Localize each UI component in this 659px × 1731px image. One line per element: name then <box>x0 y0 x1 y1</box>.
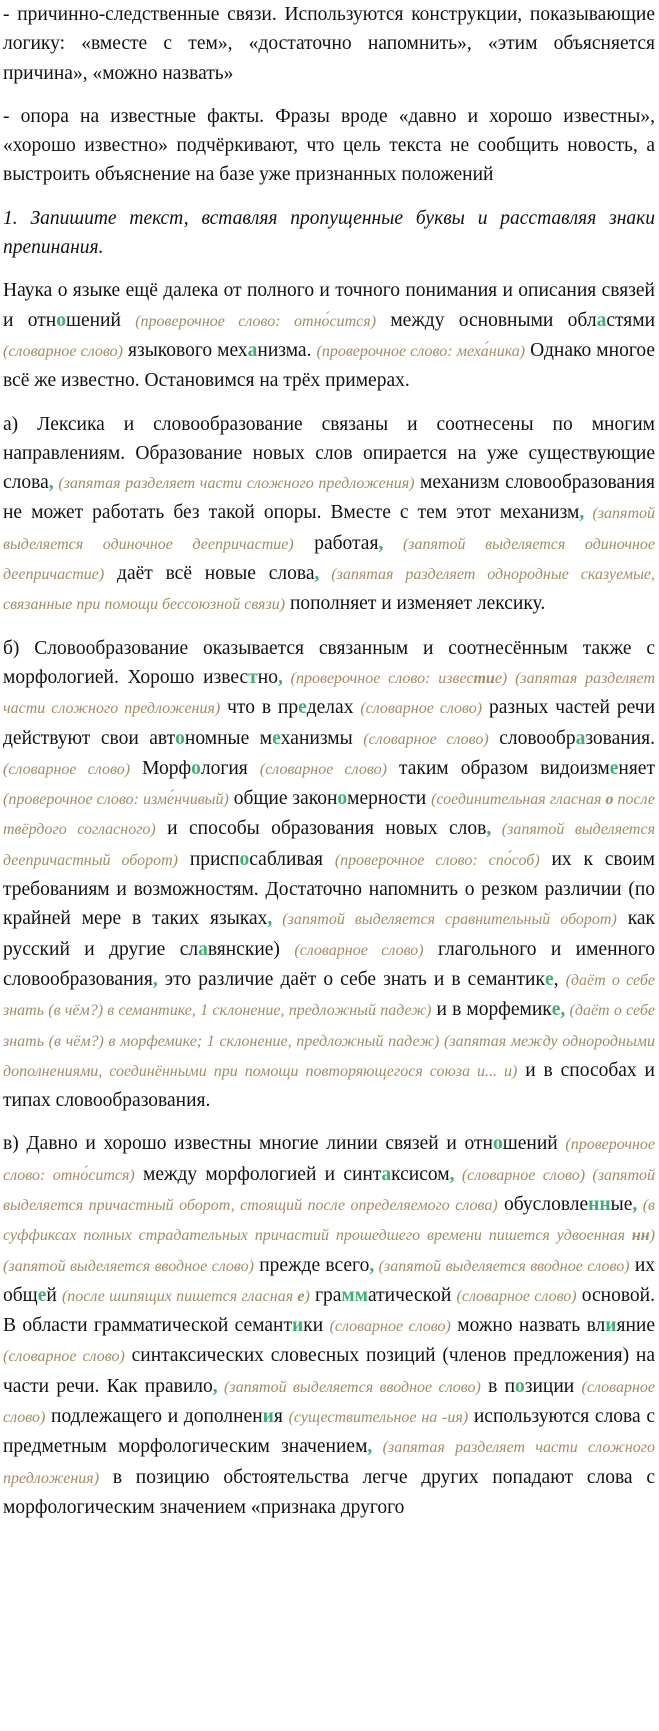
inserted-letter: о <box>337 788 348 810</box>
annotation-note: (запятая разделяет однородные сказуемые, связанные при помощи бессоюзной связи) <box>3 566 655 614</box>
inserted-comma: , <box>152 968 158 990</box>
inserted-letter: и <box>292 1315 304 1337</box>
annotation-note: (проверочное слово: отно́сится) <box>135 312 377 330</box>
inserted-comma: , <box>212 1375 218 1397</box>
inserted-letter: о <box>515 1375 525 1397</box>
annotation-note: (проверочное слово: меха́ника) <box>316 342 526 360</box>
inserted-letter: о <box>56 309 66 331</box>
inserted-comma: , <box>449 1163 455 1185</box>
inserted-letter: е <box>37 1284 47 1306</box>
inserted-letter: е <box>609 757 619 779</box>
annotation-note: (проверочное слово: известие) (запятая разделяет части сложного предложения) <box>3 669 656 718</box>
inserted-comma: , <box>48 472 54 494</box>
inserted-letter: а <box>247 339 258 361</box>
inserted-comma: , <box>277 666 283 688</box>
inserted-comma: , <box>378 532 384 554</box>
inserted-letter: о <box>492 1133 503 1155</box>
annotation-note: (проверочное слово: отно́сится) <box>3 1136 656 1184</box>
inserted-comma: , <box>486 818 492 840</box>
annotation-note: (словарное слово) <box>360 700 483 718</box>
annotation-note: (в суффиксах полных страдательных причастий прошедшего времени пишется удвоенная нн) (запятой выделяется вводное слово) <box>3 1196 655 1275</box>
inserted-letter: е <box>272 727 281 749</box>
inserted-comma: , <box>314 563 320 585</box>
paragraph-intro-causal: - причинно-следственные связи. Используются конструкции, показывающие логику: «вместе с тем», «достаточно напомнить», «этим объясняется причина», «можно назвать» <box>3 4 655 84</box>
annotation-note: (словарное слово) (запятой выделяется причастный оборот, стоящий после определяемого слова) <box>3 1166 655 1214</box>
inserted-letter: е <box>551 999 561 1021</box>
annotation-note: (запятая разделяет части сложного предложения) <box>3 1439 655 1487</box>
inserted-letter: нн <box>588 1193 611 1215</box>
annotation-note: (словарное слово) <box>3 760 131 778</box>
annotation-note: (запятой выделяется деепричастный оборот) <box>3 821 655 869</box>
inserted-comma: , <box>267 908 273 930</box>
paragraph-b-morphology: б) Словообразование оказывается связанным и соотнесённым также с морфологией. Хорошо известно, (проверочное слово: известие) (запятая разделяет части сложного предложения) что в пределах (словарное слово) разных частей речи действуют свои автономные механизмы (словарное слово) словообразования. (словарное слово) Морфология (словарное слово) таким образом видоизменяет (проверочное слово: изме́нчивый) общие закономерности (соединительная гласная о после твёрдого согласного) и способы образования новых слов, (запятой выделяется деепричастный оборот) приспосабливая (проверочное слово: спо́соб) их к своим требованиям и возможностям. Достаточно напомнить о резком различии (по крайней мере в таких языках, (запятой выделяется сравнительный оборот) как русский и другие славянские) (словарное слово) глагольного и именного словообразования, это различие даёт о себе знать и в семантике, (даёт о себе знать (в чём?) в семантике, 1 склонение, предложный падеж) и в морфемике, (даёт о себе знать (в чём?) в морфемике; 1 склонение, предложный падеж) (запятая между однородными дополнениями, соединёнными при помощи повторяющегося союза и... и) и в способах и типах словообразования. <box>3 637 656 1112</box>
annotation-note: (запятая разделяет части сложного предложения) <box>53 475 415 493</box>
annotation-note: (словарное слово) <box>3 1378 655 1427</box>
annotation-note: (проверочное слово: изме́нчивый) <box>3 791 229 809</box>
annotation-note: (запятой выделяется одиночное деепричастие) <box>3 505 656 553</box>
inserted-letter: т <box>248 666 258 688</box>
inserted-comma: , <box>579 502 585 524</box>
inserted-comma: , <box>367 1436 373 1458</box>
annotation-note: (словарное слово) <box>259 760 387 778</box>
annotation-note: (запятой выделяется одиночное деепричастие) <box>3 535 655 584</box>
annotation-note: (даёт о себе знать (в чём?) в семантике, 1 склонение, предложный падеж) <box>3 971 655 1020</box>
inserted-letter: а <box>198 938 208 960</box>
inserted-letter: а <box>575 727 586 749</box>
inserted-letter: о <box>239 848 250 870</box>
annotation-note: (словарное слово) <box>363 730 489 748</box>
inserted-letter: о <box>191 757 201 779</box>
annotation-note: (словарное слово) <box>294 941 424 959</box>
annotation-note: (соединительная гласная о после твёрдого согласного) <box>3 791 656 839</box>
paragraph-science: Наука о языке ещё далека от полного и точного понимания и описания связей и отношений (проверочное слово: отно́сится) между основными областями (словарное слово) языкового механизма. (проверочное слово: меха́ника) Однако многое всё же известно. Остановимся на трёх примерах. <box>3 280 656 392</box>
annotation-note: (словарное слово) <box>456 1287 577 1305</box>
paragraph-intro-facts: - опора на известные факты. Фразы вроде «давно и хорошо известны», «хорошо известно» подчёркивают, что цель текста не сообщить новость, а выстроить объяснение на базе уже признанных положений <box>3 105 655 186</box>
inserted-comma: , <box>632 1193 638 1215</box>
annotation-note: (запятой выделяется вводное слово) <box>374 1257 630 1275</box>
inserted-letter: о <box>175 727 185 749</box>
task-instruction: 1. Запишите текст, вставляя пропущенные буквы и расставляя знаки препинания. <box>3 207 655 259</box>
annotation-note: (существительное на -ия) <box>288 1409 469 1427</box>
inserted-comma: , <box>369 1254 375 1276</box>
paragraph-a-lexicon: а) Лексика и словообразование связаны и соотнесены по многим направлениям. Образование новых слов опирается на уже существующие слова, (запятая разделяет части сложного предложения) механизм словообразования не может работать без такой опоры. Вместе с тем этот механизм, (запятой выделяется одиночное деепричастие) работая, (запятой выделяется одиночное деепричастие) даёт всё новые слова, (запятая разделяет однородные сказуемые, связанные при помощи бессоюзной связи) пополняет и изменяет лексику. <box>3 413 656 615</box>
inserted-letter: а <box>381 1163 392 1185</box>
annotation-note: (запятой выделяется сравнительный оборот) <box>272 911 617 929</box>
inserted-letter: мм <box>341 1284 368 1306</box>
inserted-comma: , <box>560 999 566 1021</box>
annotation-note: (словарное слово) <box>329 1318 451 1336</box>
inserted-letter: и <box>262 1406 274 1428</box>
inserted-letter: е <box>544 968 554 990</box>
annotation-note: (проверочное слово: спо́соб) <box>334 851 540 869</box>
paragraph-c-syntax: в) Давно и хорошо известны многие линии связей и отношений (проверочное слово: отно́сится) между морфологией и синтаксисом, (словарное слово) (запятой выделяется причастный оборот, стоящий после определяемого слова) обусловленные, (в суффиксах полных страдательных причастий прошедшего времени пишется удвоенная нн) (запятой выделяется вводное слово) прежде всего, (запятой выделяется вводное слово) их общей (после шипящих пишется гласная е) грамматической (словарное слово) основой. В области грамматической семантики (словарное слово) можно назвать влияние (словарное слово) синтаксических словесных позиций (членов предложения) на части речи. Как правило, (запятой выделяется вводное слово) в позиции (словарное слово) подлежащего и дополнения (существительное на -ия) используются слова с предметным морфологическим значением, (запятая разделяет части сложного предложения) в позицию обстоятельства легче других попадают слова с морфологическим значением «признака другого <box>3 1133 656 1518</box>
inserted-letter: и <box>605 1315 617 1337</box>
annotation-note: (словарное слово) <box>3 342 123 360</box>
inserted-letter: е <box>298 697 307 719</box>
inserted-letter: а <box>596 309 607 331</box>
annotation-note: (запятой выделяется вводное слово) <box>217 1378 481 1396</box>
annotation-note: (после шипящих пишется гласная е) <box>61 1287 310 1305</box>
annotation-note: (словарное слово) <box>3 1348 125 1366</box>
annotation-note: (даёт о себе знать (в чём?) в морфемике; 1 склонение, предложный падеж) (запятая между однородными дополнениями, соединёнными при помощи повторяющегося союза и... и) <box>3 1002 655 1080</box>
